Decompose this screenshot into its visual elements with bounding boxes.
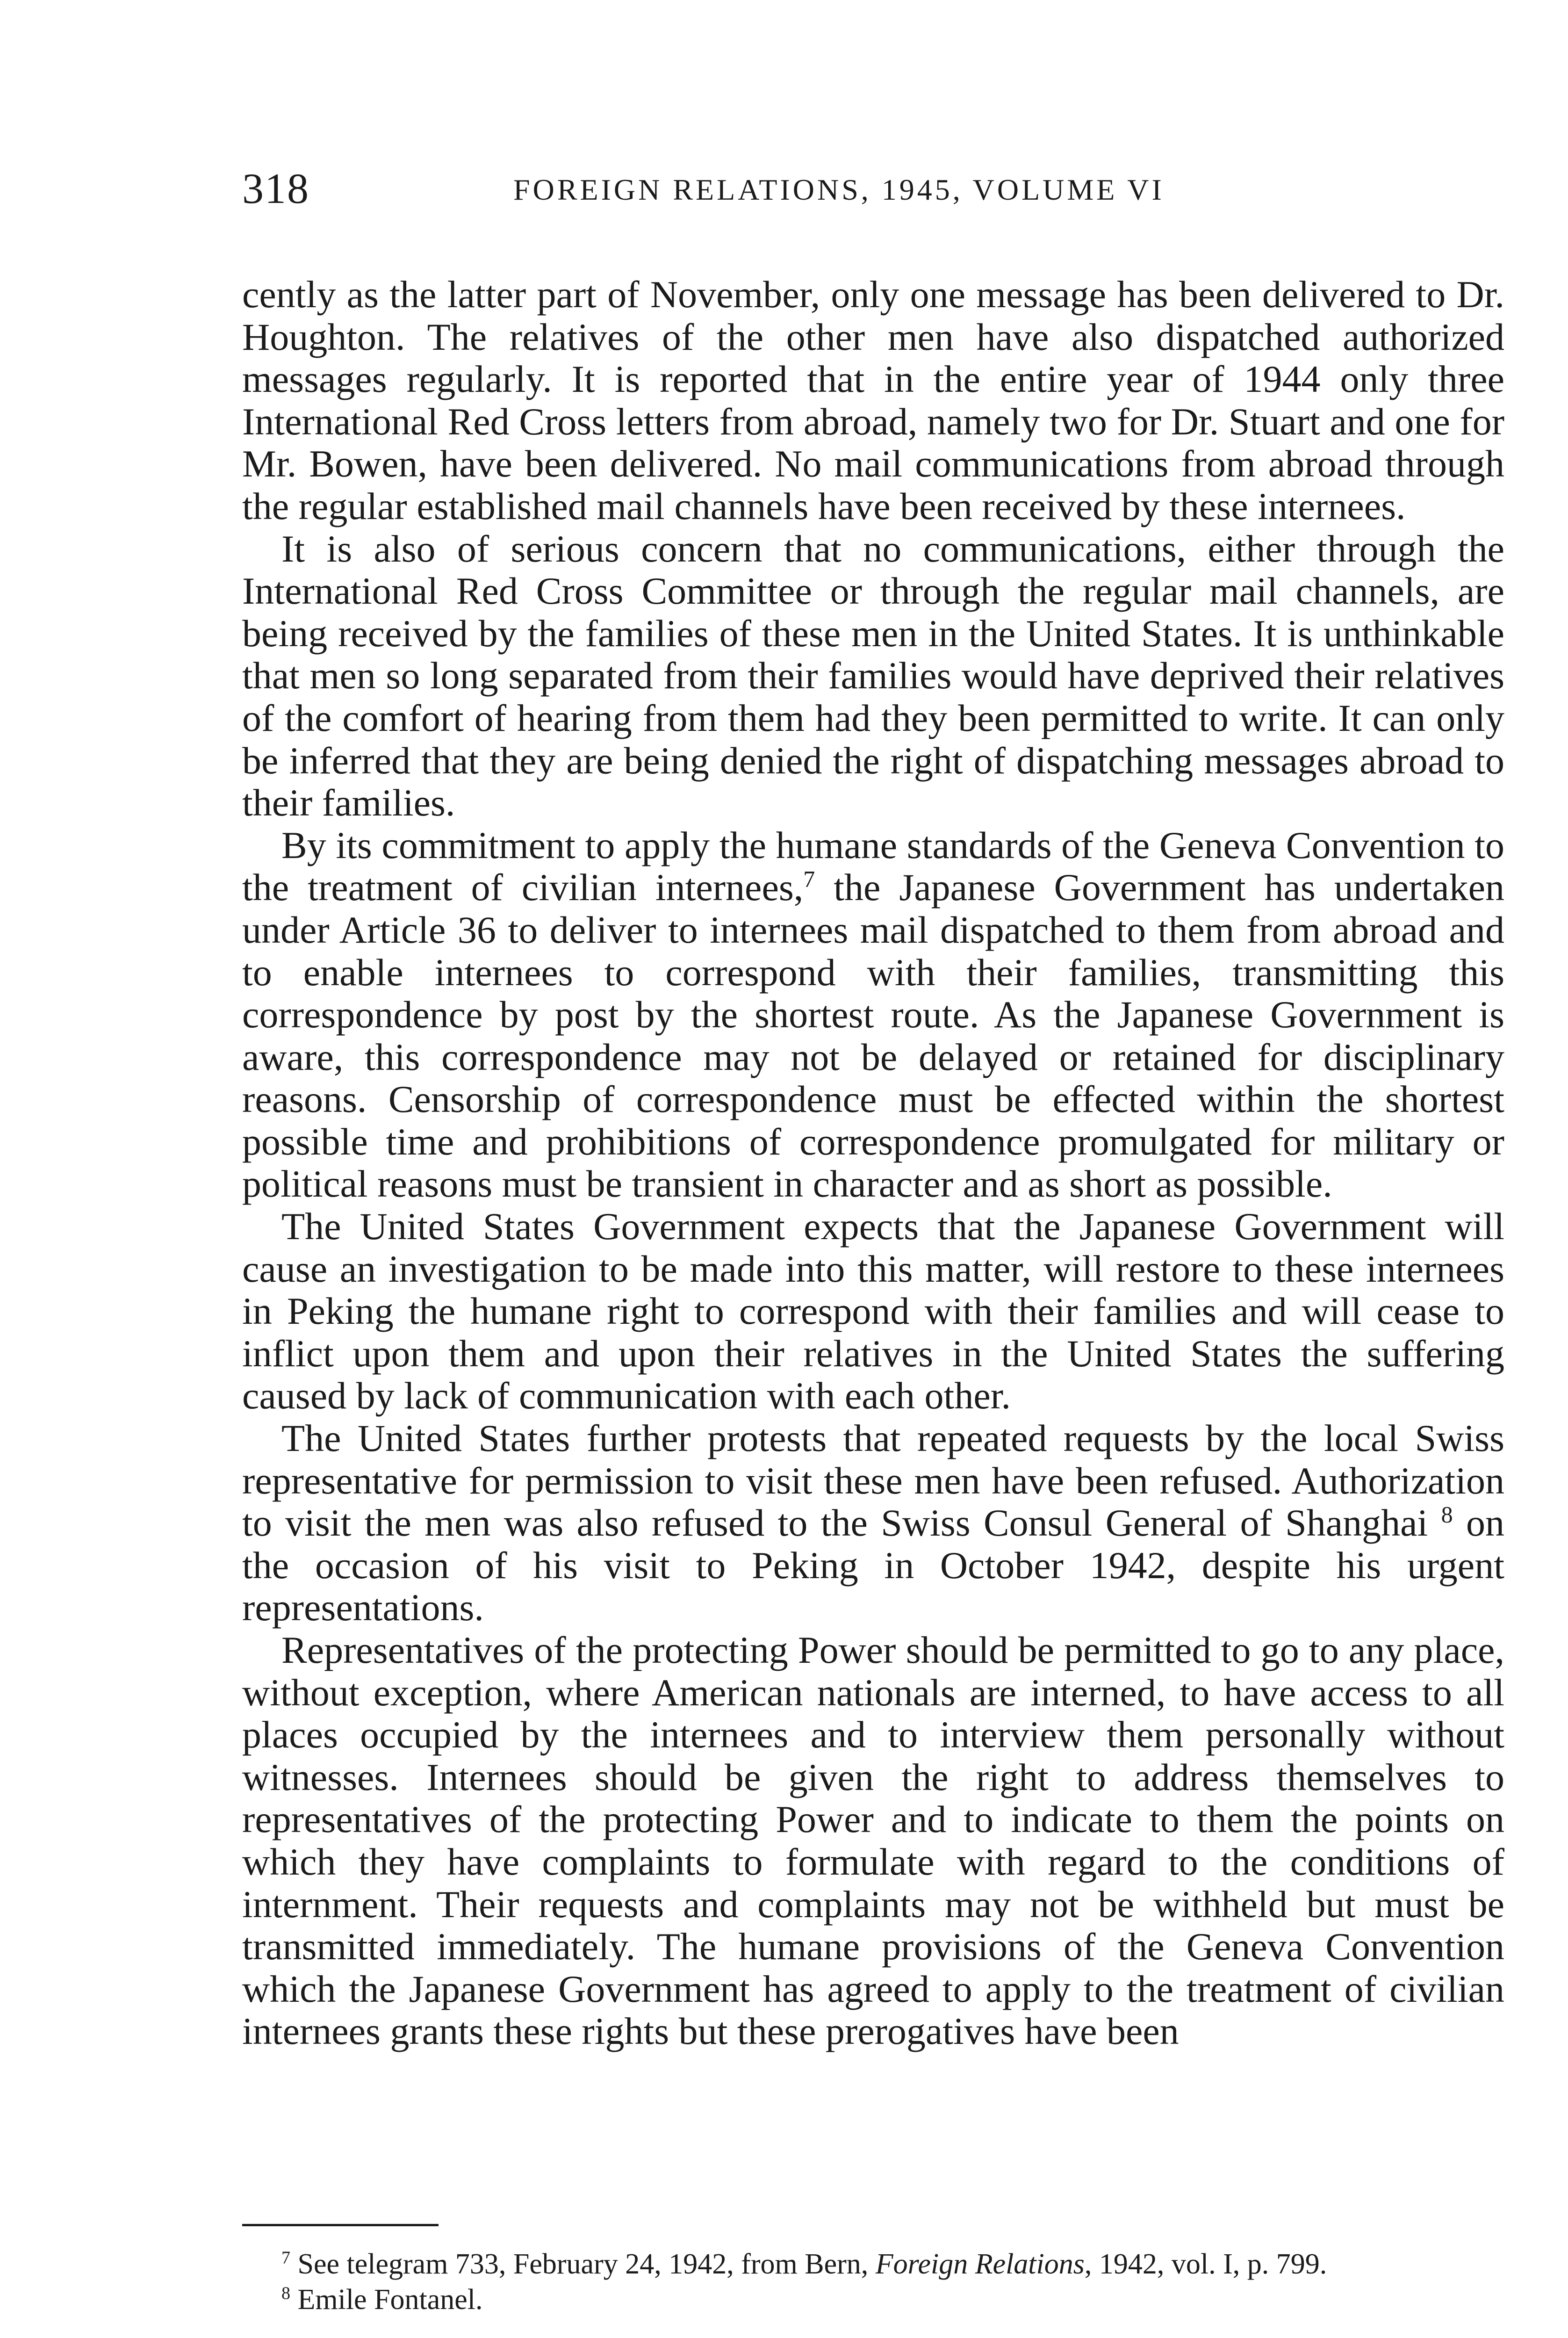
footnote-7 [242, 2246, 1504, 2282]
running-head [242, 163, 1504, 214]
footnote-ref-8: 8 [1441, 1501, 1453, 1528]
footnote-8-text: Emile Fontanel. [297, 2284, 483, 2316]
paragraph-5 [242, 1417, 1504, 1629]
footnote-8 [242, 2282, 1504, 2317]
footnotes [242, 2246, 1504, 2317]
paragraph-3-text-b: the Japanese Government has undertaken under Article 36 to deliver to internees mail dispatched to them from abroad and to enable internees to correspond with their families, transmitting this correspondence by post by the shortest route. As the Japanese Government is aware, this correspondence may not be delayed or retained for disciplinary reasons. Censorship of correspondence must be effected within the shortest possible time and prohibitions of correspondence promulgated for military or political reasons must be transient in character and as short as possible. [242, 866, 1505, 1205]
paragraph-6: Representatives of the protecting Power should be permitted to go to any place, without exception, where American nationals are interned, to have access to all places occupied by the internees and to interview them personally without witnesses. Internees should be given the right to address themselves to representatives of the protecting Power and to indicate to them the points on which they have complaints to formulate with regard to the conditions of internment. Their requests and complaints may not be withheld but must be transmitted immediately. The humane provisions of the Geneva Convention which the Japanese Government has agreed to apply to the treatment of civilian internees grants these rights but these prerogatives have been [242, 1629, 1504, 2053]
paragraph-5-text-b: on the occasion of his visit to Peking in October 1942, despite his urgent representations. [242, 1501, 1504, 1629]
footnote-7-text-a: See telegram 733, February 24, 1942, from Bern, [297, 2248, 876, 2280]
body-text [242, 274, 1504, 2053]
paragraph-2: It is also of serious concern that no communications, either through the International Red Cross Committee or through the regular mail channels, are being received by the families of these men in the United States. It is unthinkable that men so long separated from their families would have deprived their relatives of the comfort of hearing from them had they been permitted to write. It can only be inferred that they are being denied the right of dispatching messages abroad to their families. [242, 527, 1504, 824]
paragraph-4: The United States Government expects that the Japanese Government will cause an investigation to be made into this matter, will restore to these internees in Peking the humane right to correspond with their families and will cease to inflict upon them and upon their relatives in the United States the suffering caused by lack of communication with each other. [242, 1205, 1504, 1417]
page-number: 318 [242, 165, 309, 212]
footnote-7-text-b: , 1942, vol. I, p. 799. [1084, 2248, 1327, 2280]
paragraph-3 [242, 824, 1504, 1205]
footnote-marker-7: 7 [281, 2248, 290, 2268]
footnote-marker-8: 8 [281, 2283, 290, 2303]
paragraph-1: cently as the latter part of November, only one message has been delivered to Dr. Houghton. The relatives of the other men have also dispatched authorized messages regularly. It is reported that in the entire year of 1944 only three International Red Cross letters from abroad, namely two for Dr. Stuart and one for Mr. Bowen, have been delivered. No mail communications from abroad through the regular established mail channels have been received by these internees. [242, 273, 1504, 527]
paragraph-3-text-a: By its commitment to apply the humane standards of the Geneva Convention to the treatment of civilian internees, [242, 823, 1504, 909]
footnote-divider [242, 2224, 439, 2226]
running-head-title: FOREIGN RELATIONS, 1945, VOLUME VI [513, 173, 1165, 206]
footnote-7-italic-title: Foreign Relations [875, 2248, 1085, 2280]
footnote-ref-7: 7 [803, 866, 815, 892]
paragraph-5-text-a: The United States further protests that repeated requests by the local Swiss representative for permission to visit these men have been refused. Authorization to visit the men was also refused to the Swiss Consul General of Shanghai [242, 1417, 1504, 1544]
